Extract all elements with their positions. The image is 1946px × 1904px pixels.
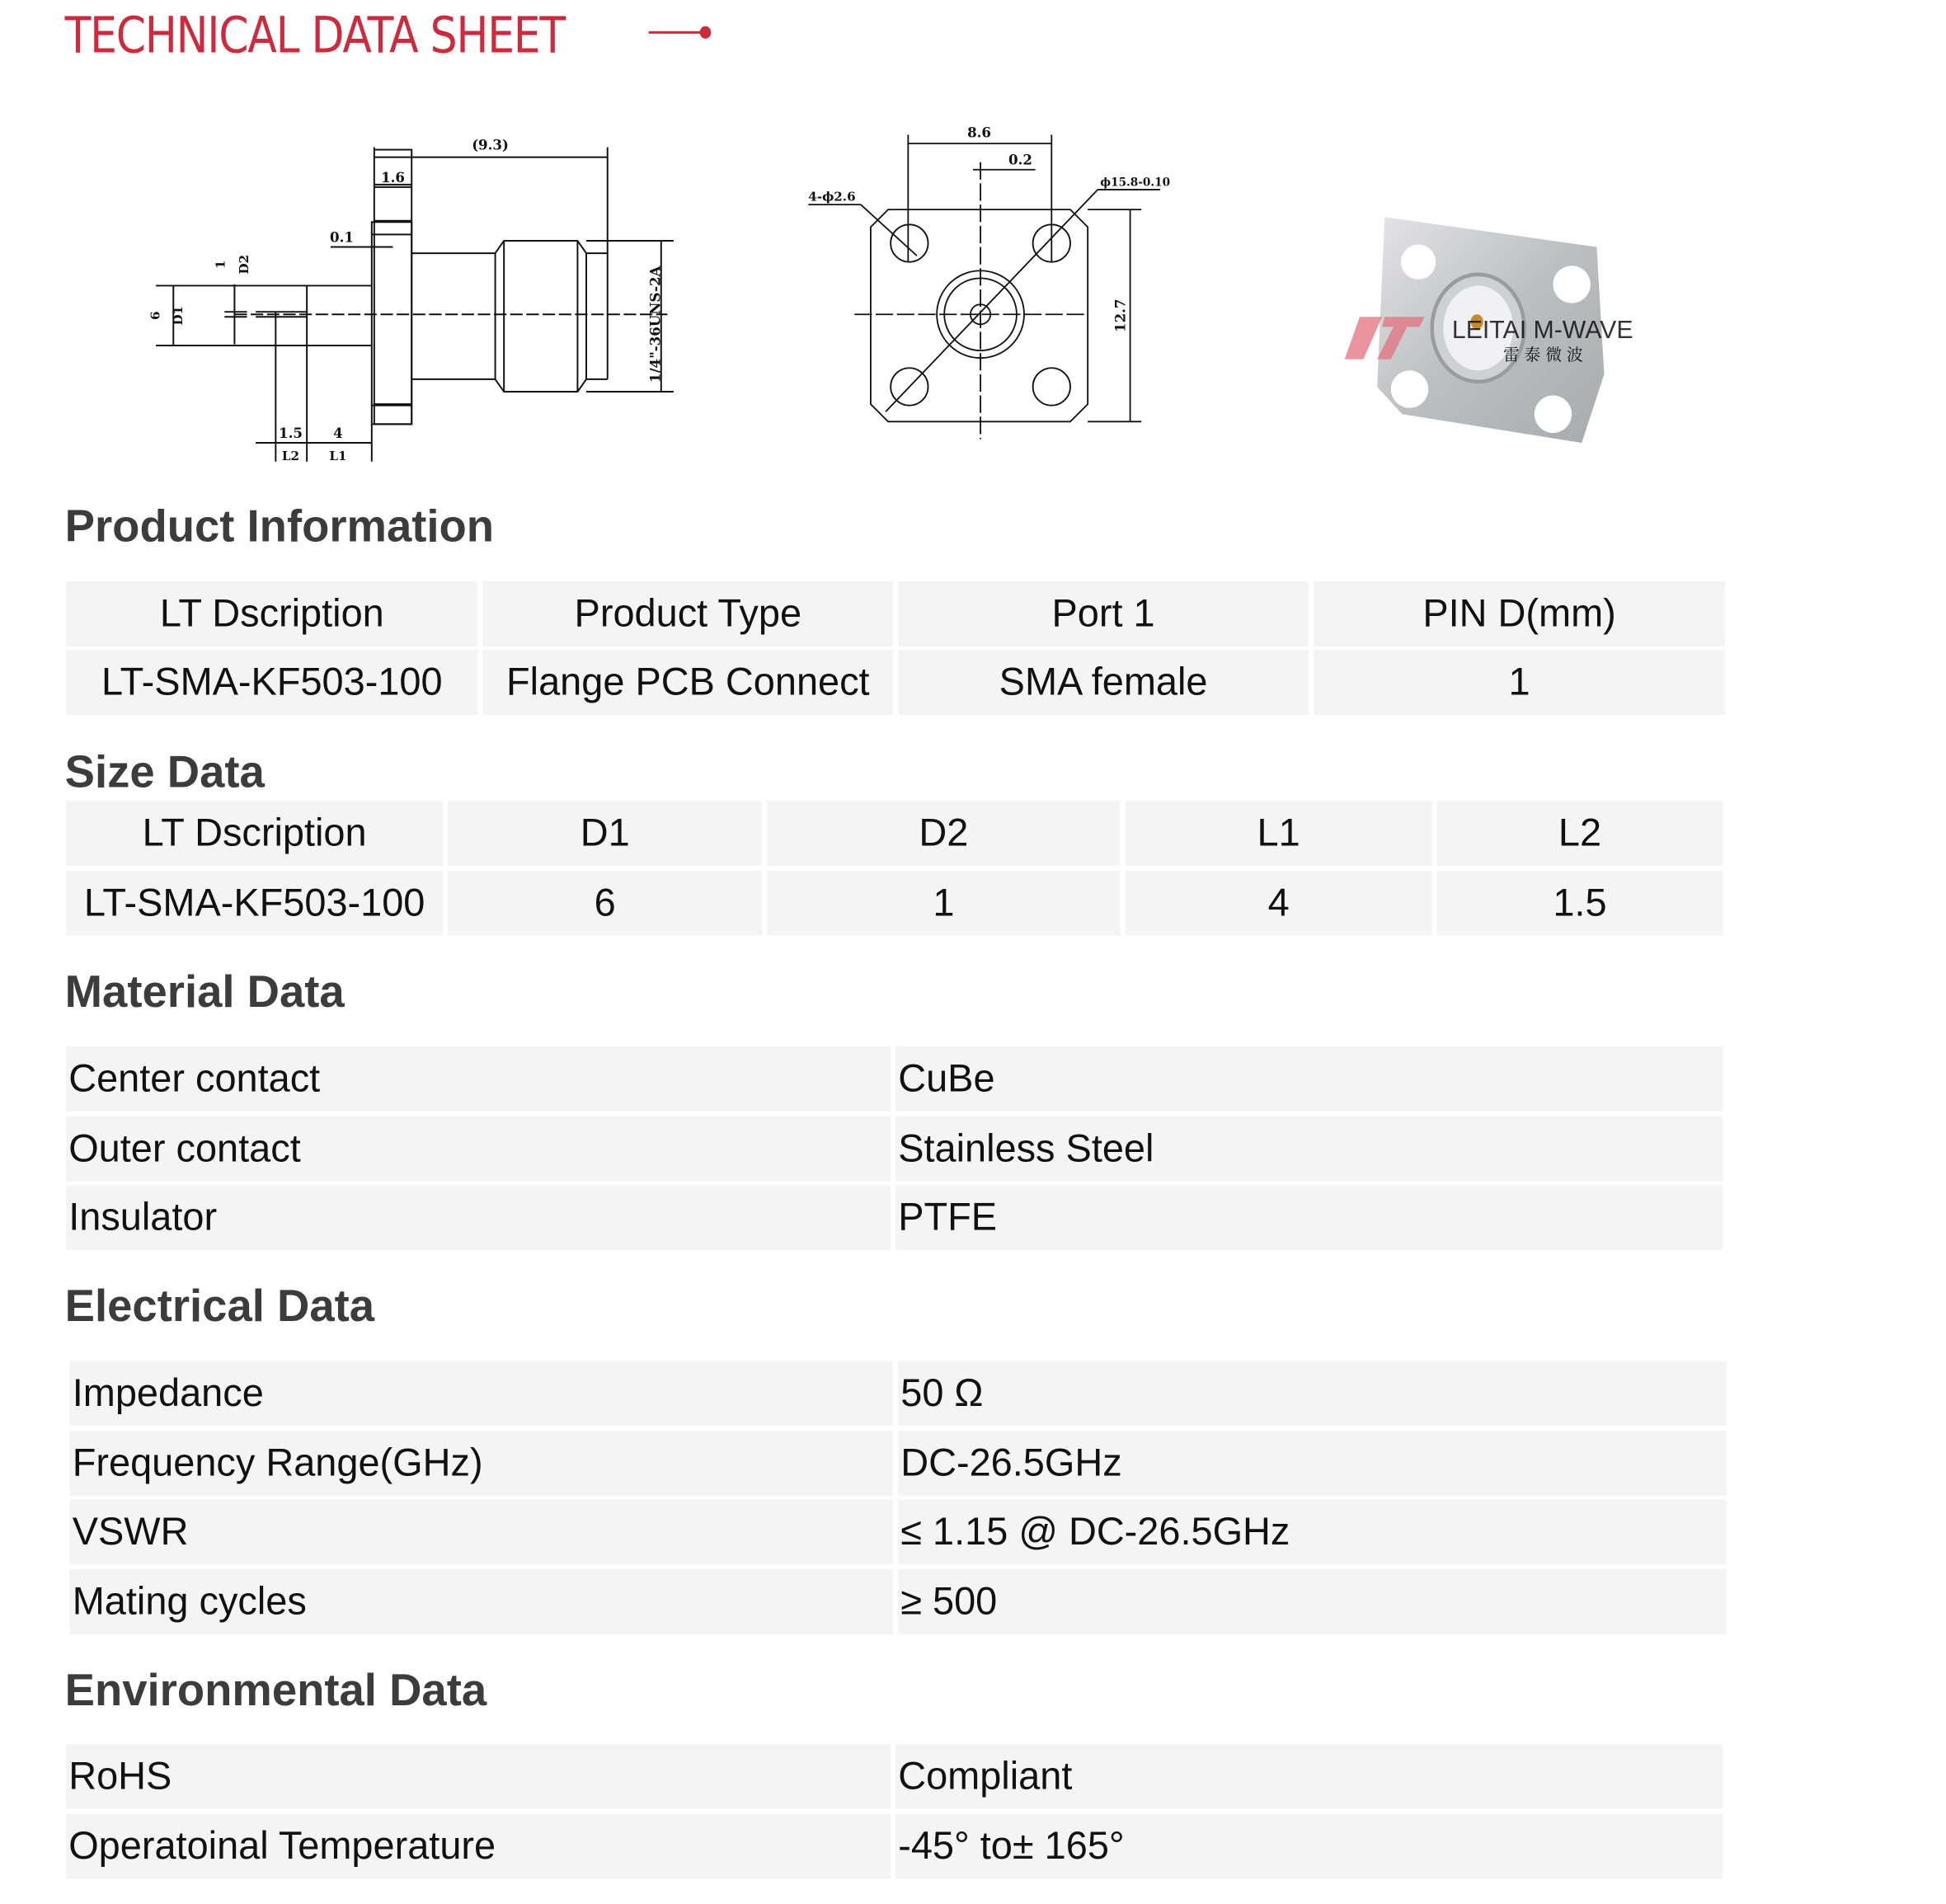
value-cell: Compliant (895, 1744, 1723, 1809)
value-cell: 1 (767, 871, 1120, 936)
dim-l2-value: 1.5 (279, 424, 303, 441)
header-cell: D2 (767, 801, 1120, 866)
dim-diameter: ϕ15.8-0.10 (1100, 176, 1171, 190)
value-cell: -45° to± 165° (895, 1814, 1723, 1879)
section-title-environmental: Environmental Data (64, 1664, 487, 1716)
value-cell: 1 (1314, 650, 1725, 715)
value-cell: Stainless Steel (895, 1117, 1723, 1182)
property-cell: RoHS (66, 1744, 891, 1809)
dim-d1-label: D1 (170, 305, 186, 326)
section-title-electrical: Electrical Data (64, 1280, 375, 1332)
dim-offset: 0.2 (1008, 151, 1032, 168)
front-view-drawing (749, 0, 1198, 487)
product-photo (1323, 200, 1685, 462)
value-cell: 50 Ω (898, 1361, 1726, 1426)
lt-logo-icon (1345, 317, 1382, 359)
dim-d1-value: 6 (148, 311, 163, 320)
value-cell: ≥ 500 (898, 1569, 1726, 1634)
property-cell: Mating cycles (70, 1569, 893, 1634)
section-title-material: Material Data (64, 965, 345, 1017)
dim-gap: 0.1 (330, 228, 354, 246)
watermark-brand-cn: 雷泰微波 (1502, 346, 1588, 365)
value-cell: SMA female (898, 650, 1309, 715)
header-cell: L2 (1437, 801, 1723, 866)
header-cell: Product Type (482, 581, 893, 646)
dim-d2-label: D2 (237, 254, 252, 275)
header-cell: L1 (1126, 801, 1432, 866)
value-cell: PTFE (895, 1185, 1723, 1250)
property-cell: Operatoinal Temperature (66, 1814, 891, 1879)
dim-l1-value: 4 (333, 424, 343, 441)
property-cell: VSWR (70, 1499, 893, 1564)
dim-l2-label: L2 (281, 449, 300, 464)
value-cell: LT-SMA-KF503-100 (66, 650, 477, 715)
page-title: TECHNICAL DATA SHEET (64, 7, 565, 65)
value-cell: 6 (448, 871, 762, 936)
property-cell: Insulator (66, 1185, 891, 1250)
value-cell: 1.5 (1437, 871, 1723, 936)
section-title-product: Product Information (64, 500, 495, 552)
dim-d2-value: 1 (213, 260, 228, 269)
dim-holes: 4-ϕ2.6 (808, 189, 856, 205)
property-cell: Impedance (70, 1361, 893, 1426)
dim-width: 8.6 (967, 124, 992, 141)
section-title-size: Size Data (64, 745, 265, 797)
dim-thread: 1/4"-36UNS-2A (646, 266, 664, 383)
property-cell: Center contact (66, 1046, 891, 1112)
header-cell: Port 1 (898, 581, 1309, 646)
value-cell: LT-SMA-KF503-100 (66, 871, 443, 936)
header-cell: LT Dscription (66, 801, 443, 866)
watermark-brand: LEITAI M-WAVE (1451, 316, 1633, 344)
header-cell: D1 (448, 801, 762, 866)
dim-l1-label: L1 (329, 449, 347, 464)
dim-overall: (9.3) (472, 136, 509, 153)
side-view-drawing (0, 0, 749, 487)
dim-height: 12.7 (1112, 299, 1129, 332)
header-cell: LT Dscription (66, 581, 477, 646)
value-cell: Flange PCB Connect (482, 650, 893, 715)
value-cell: CuBe (895, 1046, 1723, 1112)
value-cell: DC-26.5GHz (898, 1431, 1726, 1496)
value-cell: 4 (1126, 871, 1432, 936)
property-cell: Frequency Range(GHz) (70, 1431, 893, 1496)
property-cell: Outer contact (66, 1117, 891, 1182)
dim-flange: 1.6 (381, 168, 406, 186)
value-cell: ≤ 1.15 @ DC-26.5GHz (898, 1499, 1726, 1564)
header-cell: PIN D(mm) (1314, 581, 1725, 646)
